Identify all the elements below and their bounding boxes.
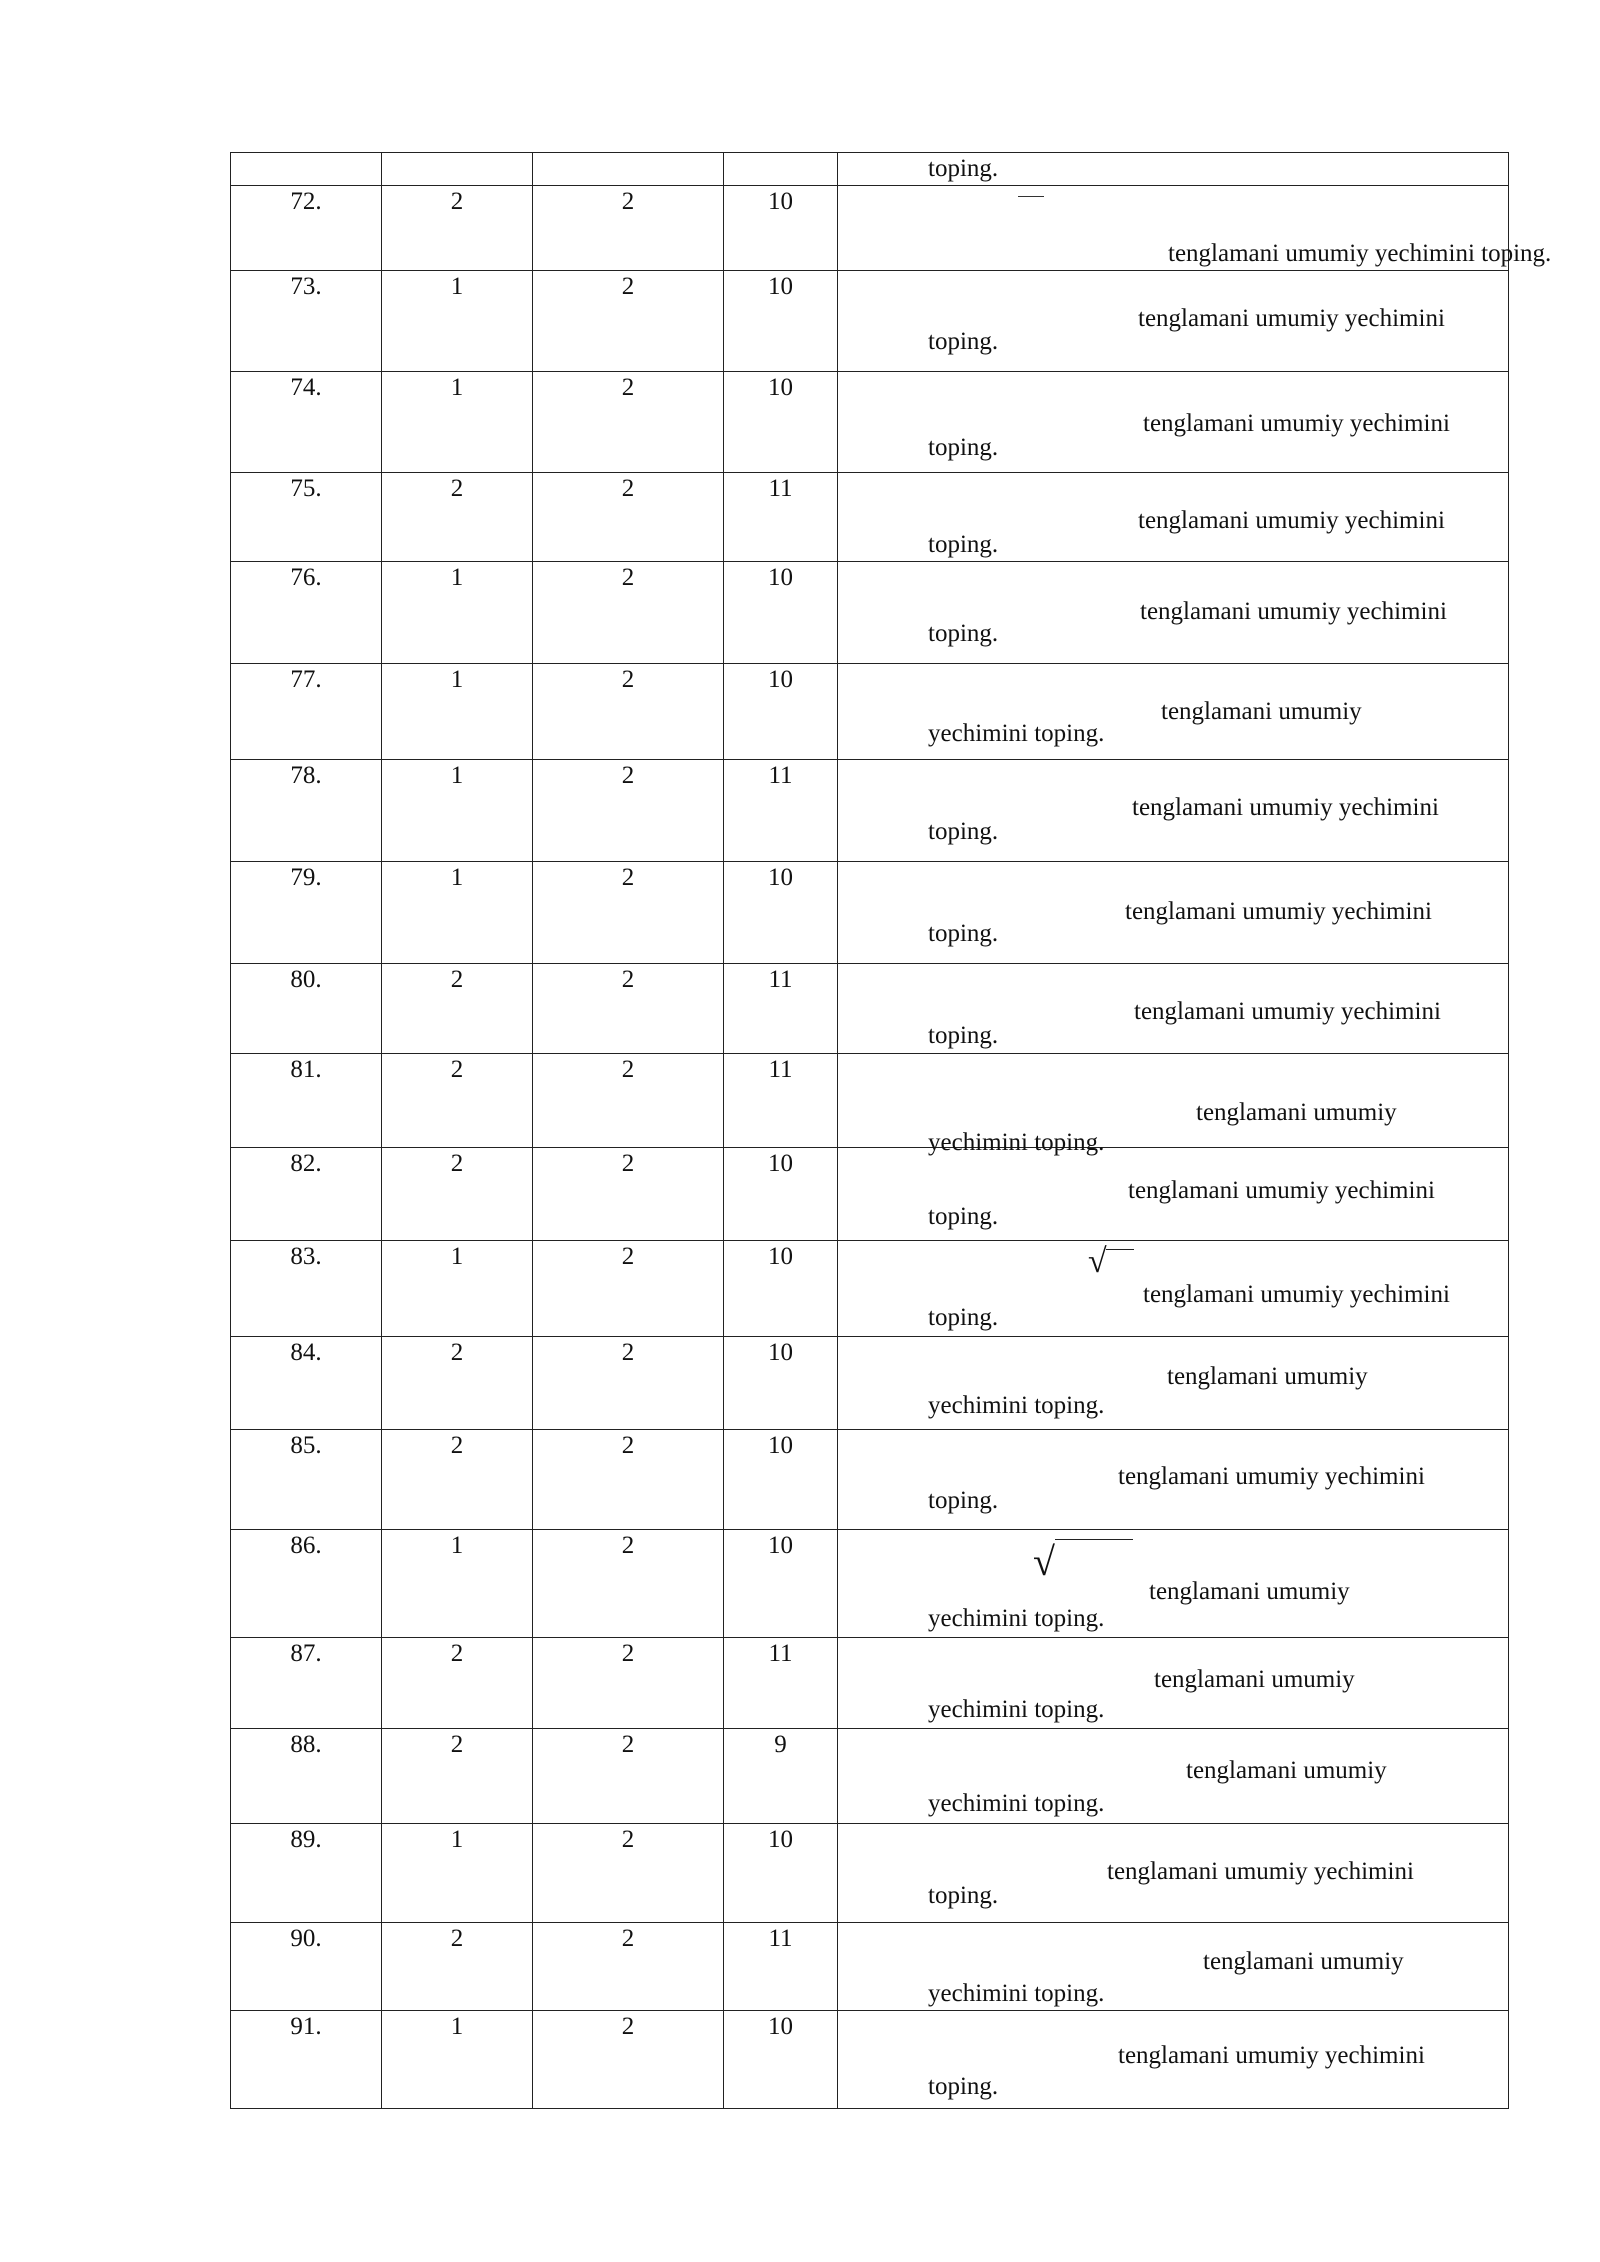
task-text-line2: yechimini toping. bbox=[928, 1980, 1105, 2007]
task-text-line1: tenglamani umumiy yechimini toping. bbox=[1168, 240, 1552, 267]
cell-number: 84. bbox=[231, 1337, 382, 1430]
cell-col3: 2 bbox=[533, 473, 724, 562]
task-text-line1: tenglamani umumiy bbox=[1167, 1363, 1368, 1390]
task-text-line2: toping. bbox=[928, 1022, 999, 1049]
cell-number: 87. bbox=[231, 1638, 382, 1729]
task-content bbox=[838, 964, 1508, 1053]
task-content bbox=[838, 1530, 1508, 1637]
cell-col3: 2 bbox=[533, 1729, 724, 1824]
cell-empty bbox=[724, 153, 838, 186]
task-content bbox=[838, 562, 1508, 663]
task-text-line1: tenglamani umumiy yechimini bbox=[1143, 1281, 1450, 1308]
cell-col4: 10 bbox=[724, 1430, 838, 1530]
cell-col4: 11 bbox=[724, 964, 838, 1054]
table-row bbox=[231, 862, 1509, 964]
cell-number: 74. bbox=[231, 372, 382, 473]
cell-col2: 1 bbox=[382, 664, 533, 760]
table-row bbox=[231, 1638, 1509, 1729]
task-text-line2: toping. bbox=[928, 1487, 999, 1514]
task-text-line1: tenglamani umumiy bbox=[1149, 1578, 1350, 1605]
cell-number: 86. bbox=[231, 1530, 382, 1638]
cell-task bbox=[838, 1430, 1509, 1530]
table-row bbox=[231, 1923, 1509, 2011]
task-content bbox=[838, 1430, 1508, 1529]
table-row bbox=[231, 1824, 1509, 1923]
table-row bbox=[231, 186, 1509, 271]
cell-col3: 2 bbox=[533, 862, 724, 964]
cell-number: 85. bbox=[231, 1430, 382, 1530]
cell-col2: 1 bbox=[382, 862, 533, 964]
cell-col4: 10 bbox=[724, 1530, 838, 1638]
cell-col4: 10 bbox=[724, 372, 838, 473]
cell-col4: 11 bbox=[724, 1923, 838, 2011]
cell-col4: 10 bbox=[724, 664, 838, 760]
table-row bbox=[231, 1530, 1509, 1638]
cell-number: 76. bbox=[231, 562, 382, 664]
cell-col3: 2 bbox=[533, 1530, 724, 1638]
cell-col3: 2 bbox=[533, 1824, 724, 1923]
cell-col2: 2 bbox=[382, 1638, 533, 1729]
sqrt-symbol: √ bbox=[1088, 1243, 1107, 1280]
cell-task bbox=[838, 1337, 1509, 1430]
cell-col4: 11 bbox=[724, 473, 838, 562]
table-row bbox=[231, 964, 1509, 1054]
cell-number: 91. bbox=[231, 2011, 382, 2109]
task-text-line1: tenglamani umumiy bbox=[1203, 1948, 1404, 1975]
task-content bbox=[838, 664, 1508, 759]
cell-col2: 1 bbox=[382, 760, 533, 862]
task-text-line2: yechimini toping. bbox=[928, 1790, 1105, 1817]
task-content bbox=[838, 1923, 1508, 2010]
cell-number: 77. bbox=[231, 664, 382, 760]
table-row bbox=[231, 271, 1509, 372]
cell-col4: 10 bbox=[724, 1337, 838, 1430]
cell-task bbox=[838, 1729, 1509, 1824]
table-row bbox=[231, 664, 1509, 760]
cell-col3: 2 bbox=[533, 186, 724, 271]
task-text-line1: tenglamani umumiy yechimini bbox=[1118, 2042, 1425, 2069]
cell-col3: 2 bbox=[533, 1430, 724, 1530]
cell-col3: 2 bbox=[533, 1241, 724, 1337]
cell-number: 78. bbox=[231, 760, 382, 862]
cell-col2: 1 bbox=[382, 1241, 533, 1337]
cell-col2: 2 bbox=[382, 1337, 533, 1430]
cell-number: 73. bbox=[231, 271, 382, 372]
cell-col3: 2 bbox=[533, 964, 724, 1054]
cell-task-continuation bbox=[838, 153, 1509, 186]
cell-number: 79. bbox=[231, 862, 382, 964]
task-content bbox=[838, 372, 1508, 472]
cell-col4: 10 bbox=[724, 1241, 838, 1337]
task-text-line1: tenglamani umumiy yechimini bbox=[1140, 598, 1447, 625]
cell-col4: 10 bbox=[724, 1148, 838, 1241]
task-content bbox=[838, 186, 1552, 270]
task-content bbox=[838, 1729, 1508, 1823]
cell-col4: 10 bbox=[724, 862, 838, 964]
cell-col3: 2 bbox=[533, 271, 724, 372]
cell-col4: 9 bbox=[724, 1729, 838, 1824]
cell-task bbox=[838, 2011, 1509, 2109]
task-text-line1: tenglamani umumiy bbox=[1186, 1757, 1387, 1784]
cell-empty bbox=[382, 153, 533, 186]
cell-number: 83. bbox=[231, 1241, 382, 1337]
table-row bbox=[231, 760, 1509, 862]
table-row bbox=[231, 1148, 1509, 1241]
cell-task bbox=[838, 1241, 1509, 1337]
task-text-line1: tenglamani umumiy bbox=[1196, 1099, 1397, 1126]
cell-col2: 1 bbox=[382, 372, 533, 473]
task-content bbox=[838, 1241, 1508, 1336]
cell-number: 88. bbox=[231, 1729, 382, 1824]
cell-col2: 2 bbox=[382, 186, 533, 271]
task-text-line1: tenglamani umumiy bbox=[1161, 698, 1362, 725]
cell-task bbox=[838, 1923, 1509, 2011]
cell-col2: 1 bbox=[382, 2011, 533, 2109]
table-row bbox=[231, 1054, 1509, 1148]
cell-col3: 2 bbox=[533, 760, 724, 862]
cell-task bbox=[838, 664, 1509, 760]
task-text-line1: tenglamani umumiy yechimini bbox=[1128, 1177, 1435, 1204]
sqrt-symbol: √ bbox=[1033, 1539, 1055, 1584]
task-text-line2: toping. bbox=[928, 1203, 999, 1230]
cell-task bbox=[838, 186, 1552, 271]
cell-task bbox=[838, 1054, 1509, 1156]
cell-col3: 2 bbox=[533, 1054, 724, 1148]
table-row-continuation bbox=[231, 153, 1509, 186]
cell-col4: 10 bbox=[724, 2011, 838, 2109]
cell-empty bbox=[533, 153, 724, 186]
cell-col4: 10 bbox=[724, 186, 838, 271]
cell-col4: 10 bbox=[724, 271, 838, 372]
table-row bbox=[231, 372, 1509, 473]
task-content bbox=[838, 1337, 1508, 1429]
table-row bbox=[231, 1430, 1509, 1530]
cell-col2: 2 bbox=[382, 964, 533, 1054]
task-content bbox=[838, 2011, 1508, 2108]
task-text-line2: toping. bbox=[928, 818, 999, 845]
task-text-line2: toping. bbox=[928, 434, 999, 461]
task-text-line2: toping. bbox=[928, 531, 999, 558]
cell-task bbox=[838, 1638, 1509, 1729]
cell-number: 90. bbox=[231, 1923, 382, 2011]
cell-task bbox=[838, 964, 1509, 1054]
task-text-line1: tenglamani umumiy yechimini bbox=[1134, 998, 1441, 1025]
task-text-line2: toping. bbox=[928, 620, 999, 647]
fraction-bar bbox=[1018, 196, 1044, 197]
table-row bbox=[231, 562, 1509, 664]
sqrt-bar bbox=[1055, 1539, 1133, 1540]
cell-task bbox=[838, 1824, 1509, 1923]
table-row bbox=[231, 473, 1509, 562]
task-text-line1: tenglamani umumiy yechimini bbox=[1107, 1858, 1414, 1885]
cell-number: 72. bbox=[231, 186, 382, 271]
task-text-line1: tenglamani umumiy yechimini bbox=[1138, 305, 1445, 332]
task-text-line1: tenglamani umumiy yechimini bbox=[1143, 410, 1450, 437]
task-text-line2: yechimini toping. bbox=[928, 1392, 1105, 1419]
table-row bbox=[231, 1729, 1509, 1824]
cell-col2: 2 bbox=[382, 1923, 533, 2011]
cell-number: 82. bbox=[231, 1148, 382, 1241]
task-content bbox=[838, 1824, 1508, 1922]
cell-task bbox=[838, 1530, 1509, 1638]
table-row bbox=[231, 1241, 1509, 1337]
task-text-line2: yechimini toping. bbox=[928, 1605, 1105, 1632]
table-row bbox=[231, 1337, 1509, 1430]
cell-col4: 10 bbox=[724, 562, 838, 664]
cell-col2: 1 bbox=[382, 562, 533, 664]
cell-col4: 10 bbox=[724, 1824, 838, 1923]
cell-number: 80. bbox=[231, 964, 382, 1054]
questions-table bbox=[230, 152, 1552, 2109]
task-text-line1: tenglamani umumiy yechimini bbox=[1118, 1463, 1425, 1490]
cell-number: 75. bbox=[231, 473, 382, 562]
cell-task bbox=[838, 372, 1509, 473]
cell-col4: 11 bbox=[724, 760, 838, 862]
cell-col2: 2 bbox=[382, 1430, 533, 1530]
sqrt-bar bbox=[1106, 1249, 1134, 1250]
task-text-line2: yechimini toping. bbox=[928, 1129, 1105, 1156]
cell-col3: 2 bbox=[533, 1923, 724, 2011]
cell-empty bbox=[231, 153, 382, 186]
cell-col2: 1 bbox=[382, 271, 533, 372]
cell-col2: 2 bbox=[382, 1729, 533, 1824]
cell-col3: 2 bbox=[533, 1148, 724, 1241]
task-text-line2: yechimini toping. bbox=[928, 720, 1105, 747]
task-text-line2: toping. bbox=[928, 328, 999, 355]
task-text-line1: tenglamani umumiy yechimini bbox=[1125, 898, 1432, 925]
cell-task bbox=[838, 271, 1509, 372]
task-text-line2: toping. bbox=[928, 1882, 999, 1909]
cell-task bbox=[838, 473, 1509, 562]
task-content bbox=[838, 473, 1508, 561]
cell-col2: 1 bbox=[382, 1824, 533, 1923]
task-text-line2: yechimini toping. bbox=[928, 1696, 1105, 1723]
cell-col3: 2 bbox=[533, 2011, 724, 2109]
cell-task bbox=[838, 760, 1509, 862]
task-text-line2: toping. bbox=[928, 2073, 999, 2100]
cell-task bbox=[838, 562, 1509, 664]
table-row bbox=[231, 2011, 1509, 2109]
task-text-line2: toping. bbox=[928, 1304, 999, 1331]
task-text-line1: tenglamani umumiy bbox=[1154, 1666, 1355, 1693]
task-text-line1: tenglamani umumiy yechimini bbox=[1132, 794, 1439, 821]
cell-col3: 2 bbox=[533, 1337, 724, 1430]
task-content bbox=[838, 862, 1508, 963]
cell-task bbox=[838, 1148, 1509, 1241]
cell-col4: 11 bbox=[724, 1638, 838, 1729]
cell-col3: 2 bbox=[533, 664, 724, 760]
cell-col3: 2 bbox=[533, 372, 724, 473]
cell-number: 81. bbox=[231, 1054, 382, 1148]
cell-col2: 2 bbox=[382, 473, 533, 562]
cell-col4: 11 bbox=[724, 1054, 838, 1148]
cell-col2: 1 bbox=[382, 1530, 533, 1638]
cell-task bbox=[838, 862, 1509, 964]
task-content bbox=[838, 1054, 1508, 1156]
task-content bbox=[838, 271, 1508, 371]
task-text-line1: tenglamani umumiy yechimini bbox=[1138, 507, 1445, 534]
task-text-line2: toping. bbox=[928, 920, 999, 947]
questions-table-body bbox=[231, 153, 1552, 2109]
task-content bbox=[838, 760, 1508, 861]
cell-col2: 2 bbox=[382, 1054, 533, 1148]
cell-col3: 2 bbox=[533, 1638, 724, 1729]
continuation-text: toping. bbox=[928, 155, 999, 182]
cell-col3: 2 bbox=[533, 562, 724, 664]
task-content bbox=[838, 1638, 1508, 1728]
cell-number: 89. bbox=[231, 1824, 382, 1923]
task-content bbox=[838, 1148, 1508, 1240]
cell-col2: 2 bbox=[382, 1148, 533, 1241]
